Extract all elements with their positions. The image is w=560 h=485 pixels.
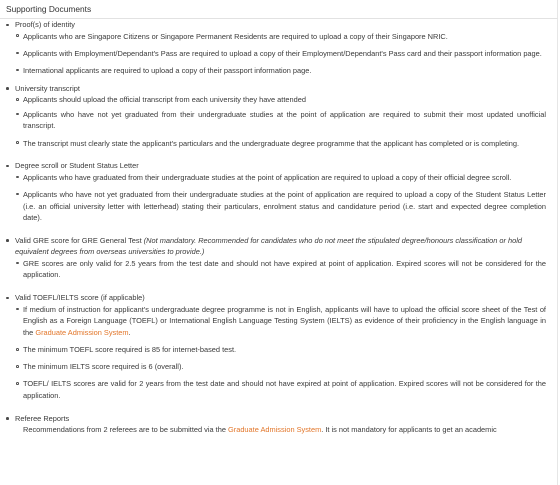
section-referee-reports (0, 413, 556, 436)
list-item: Applicants with Employment/Dependant's Pass are required to upload a copy of their Employment/Dependant's Pass card and their passport information page. (23, 48, 546, 60)
list-item: Applicants who are Singapore Citizens or Singapore Permanent Residents are required to upload a copy of their Singapore NRIC. (23, 31, 546, 43)
section-title: Referee Reports (15, 413, 546, 425)
sub-list (15, 258, 546, 281)
list-item-text: If medium of instruction for applicant's undergraduate degree programme is not in English, applicants will have to upload the official score sheet of the Test of English as a Foreign Language (TOEFL) or International English Language Testing System (IELTS) as evidence of their proficiency in the English language in the (23, 304, 546, 337)
list-item (23, 424, 546, 436)
section-title: Degree scroll or Student Status Letter (15, 160, 546, 172)
sub-list (15, 172, 546, 224)
sub-list (15, 31, 546, 77)
list-item: GRE scores are only valid for 2.5 years from the test date and should not have expired at point of application. Expired scores will not be considered for the application. (23, 258, 546, 280)
section-gre-score (0, 235, 556, 281)
graduate-admission-system-link[interactable]: Graduate Admission System (228, 425, 322, 435)
section-title: Proof(s) of identity (15, 19, 546, 31)
list-item: Applicants should upload the official transcript from each university they have attended (23, 94, 546, 106)
list-item: Applicants who have not yet graduated from their undergraduate studies at the point of application are required to submit their most updated unofficial transcript. (23, 109, 546, 131)
section-toefl-ielts (0, 292, 556, 402)
page-heading: Supporting Documents (6, 4, 92, 14)
section-university-transcript (0, 83, 556, 150)
section-title: Valid TOEFL/IELTS score (if applicable) (15, 292, 546, 304)
list-item: Applicants who have graduated from their undergraduate studies at the point of application are required to upload a copy of their official degree scroll. (23, 172, 546, 184)
list-item (23, 304, 546, 339)
section-title-text: Valid GRE score for GRE General Test (15, 235, 142, 245)
list-item: TOEFL/ IELTS scores are valid for 2 years from the test date and should not have expired at point of application. Expired scores will not be considered for the application. (23, 379, 546, 400)
supporting-documents-list (0, 19, 556, 436)
section-degree-scroll (0, 160, 556, 224)
section-proof-of-identity (0, 19, 556, 77)
list-item: The minimum IELTS score required is 6 (overall). (23, 361, 546, 373)
list-item: Applicants who have not yet graduated from their undergraduate studies at the point of application are required to upload a copy of the Student Status Letter (i.e. an official university letter with letterhead) stating their particulars, enrolment status and candidature period (i.e. start and expected degree completion date). (23, 189, 546, 223)
sub-list (15, 424, 546, 436)
section-title-note: (Not mandatory. Recommended for candidates who do not meet the stipulated degree/honours classification or hold equivalent degrees from overseas universities to provide.) (15, 235, 522, 257)
list-item: The transcript must clearly state the applicant's particulars and the undergraduate degree programme that the applicant has completed or is completing. (23, 138, 546, 150)
list-item: The minimum TOEFL score required is 85 for internet-based test. (23, 344, 546, 356)
sub-list (15, 304, 546, 402)
graduate-admission-system-link[interactable]: Graduate Admission System (35, 327, 129, 337)
section-title: University transcript (15, 83, 546, 95)
sub-list (15, 94, 546, 149)
section-title (15, 235, 546, 258)
list-item-text-end: . (128, 327, 131, 337)
list-item: International applicants are required to upload a copy of their passport information page. (23, 65, 546, 77)
list-item-text: Recommendations from 2 referees are to be submitted via the (23, 425, 228, 435)
list-item-text-end: . It is not mandatory for applicants to get an academic (321, 425, 497, 435)
